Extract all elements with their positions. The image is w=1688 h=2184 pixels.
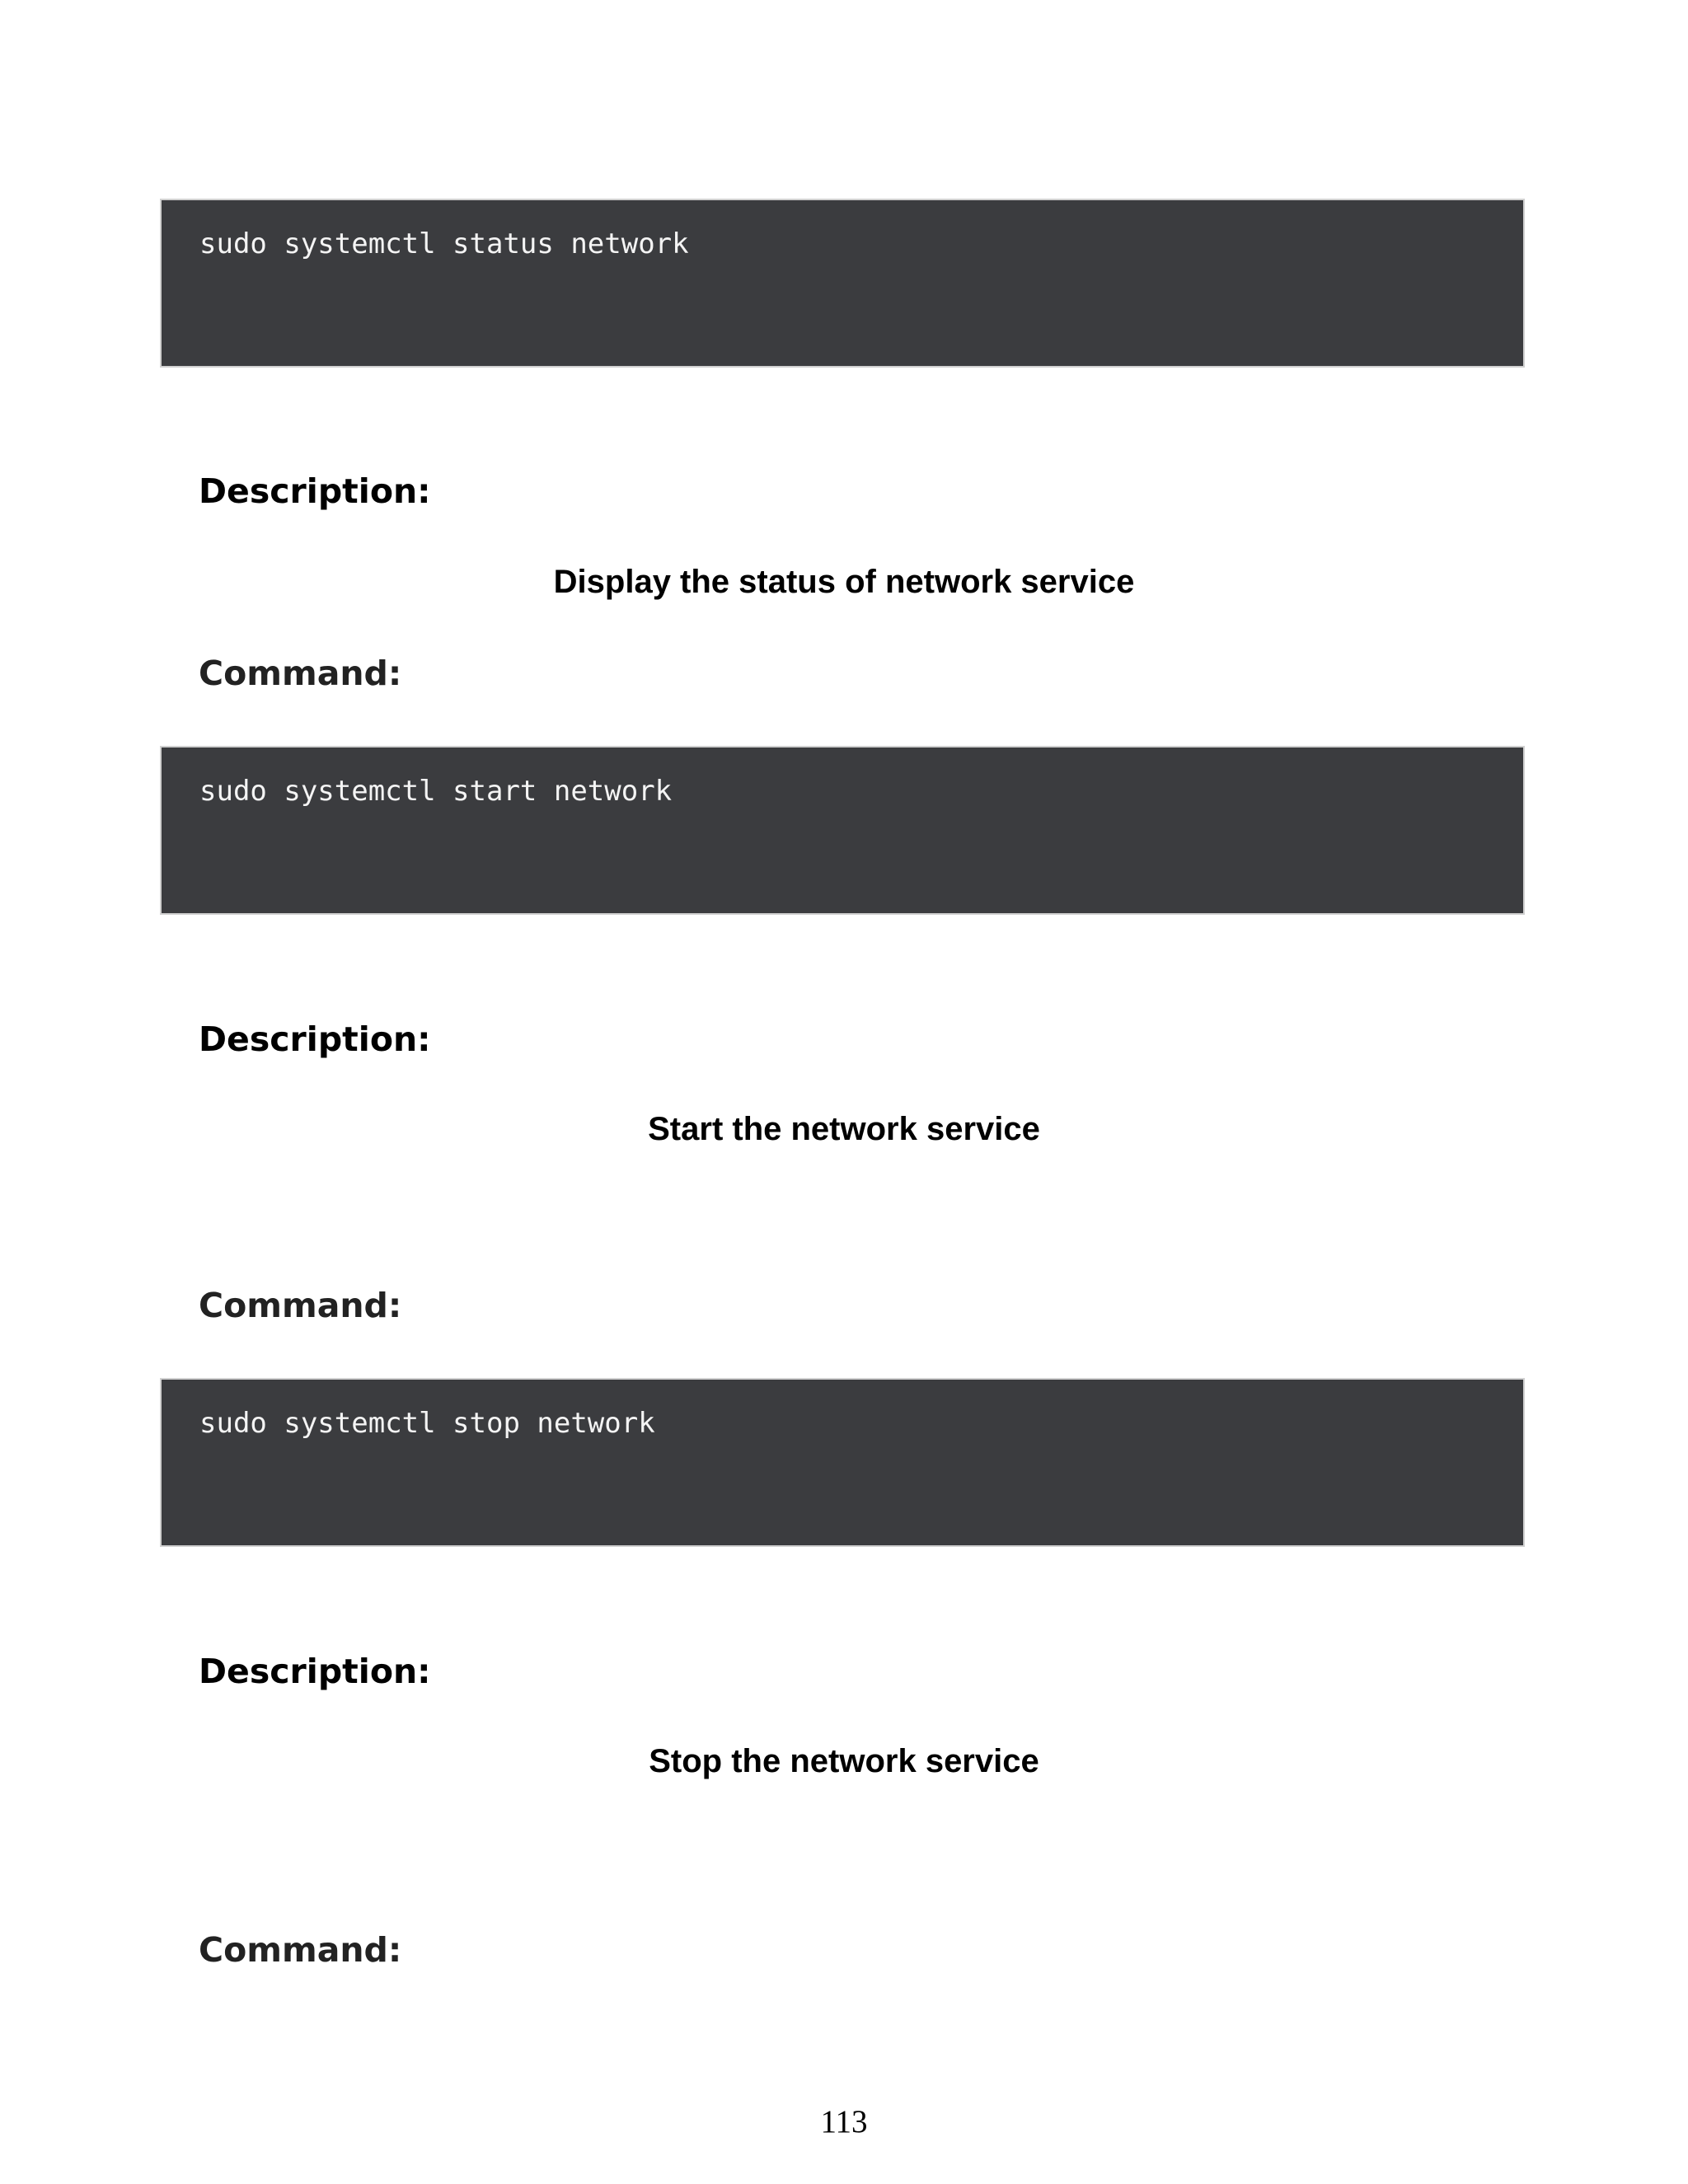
description-label: Description: [199, 1019, 431, 1059]
code-text: sudo systemctl status network [199, 227, 689, 260]
description-label: Description: [199, 1652, 431, 1691]
description-text: Start the network service [648, 1111, 1040, 1147]
description-label: Description: [199, 471, 431, 511]
code-block-status [160, 199, 1525, 368]
code-text: sudo systemctl start network [199, 775, 673, 808]
description-text: Stop the network service [649, 1743, 1039, 1779]
page-number: 113 [820, 2104, 868, 2139]
command-label: Command: [199, 1286, 402, 1325]
command-label: Command: [199, 1930, 402, 1970]
command-label: Command: [199, 654, 402, 693]
description-text: Display the status of network service [553, 564, 1135, 600]
code-block-start [160, 746, 1525, 915]
code-text: sudo systemctl stop network [199, 1407, 655, 1440]
code-block-stop [160, 1378, 1525, 1547]
